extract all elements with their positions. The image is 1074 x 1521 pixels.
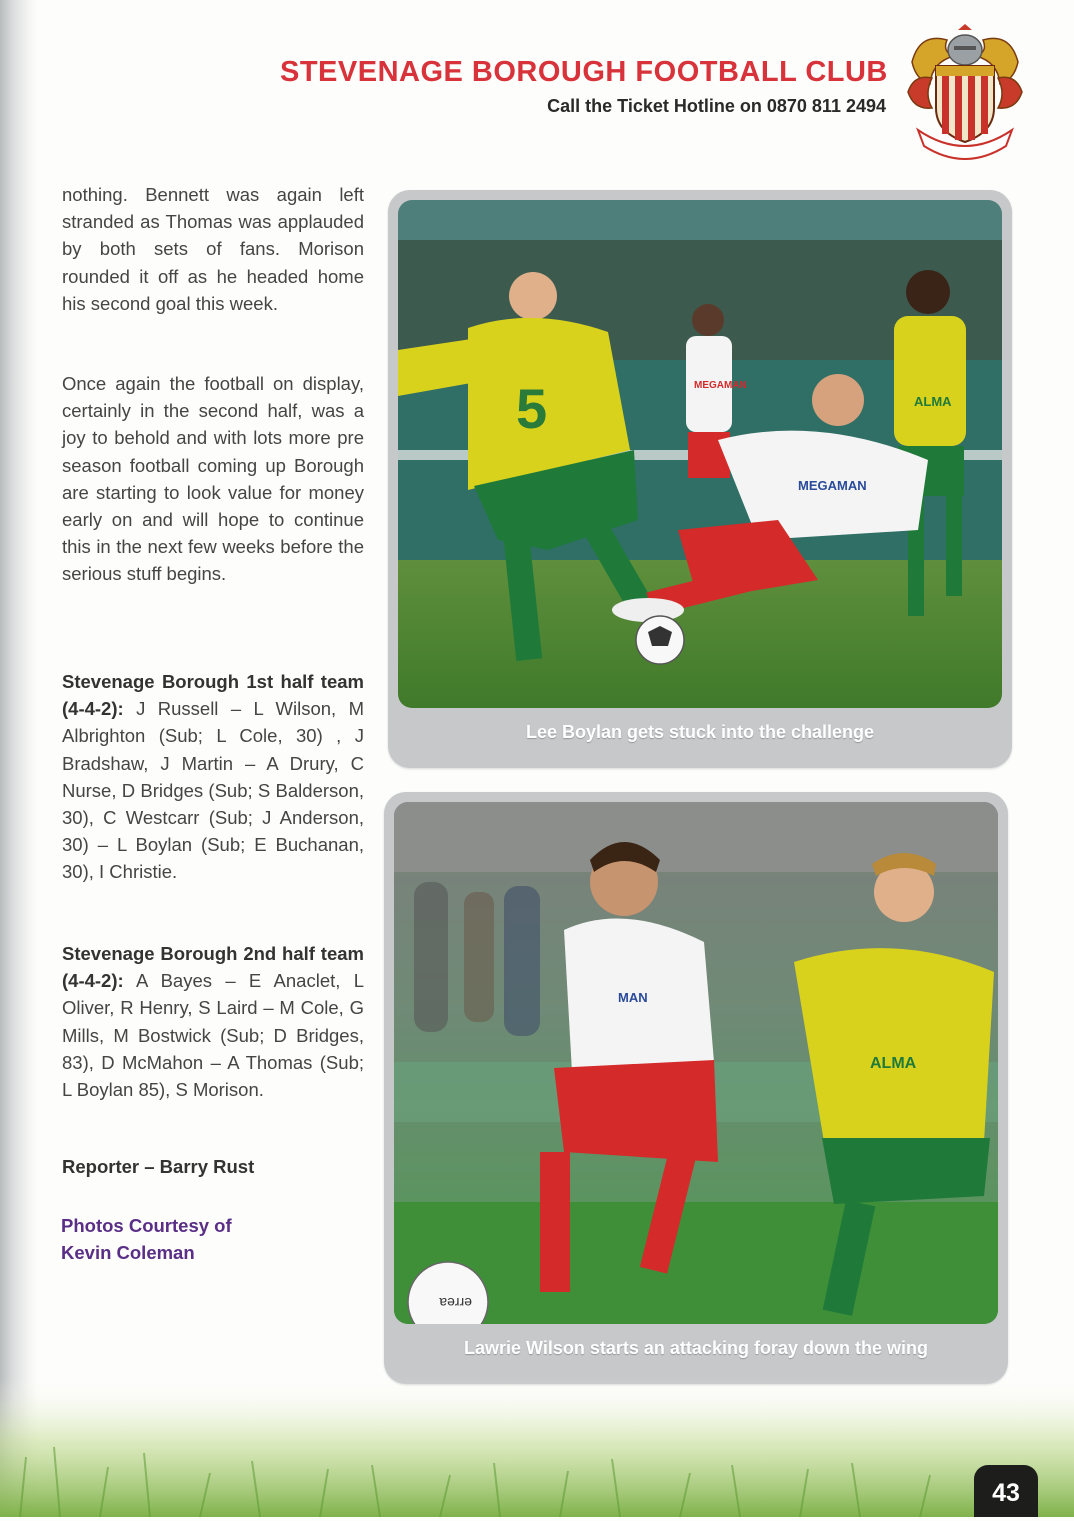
match-photo-2	[394, 802, 998, 1324]
photo-credit-line-1: Photos Courtesy of	[61, 1215, 232, 1236]
crest-helm	[948, 24, 982, 65]
second-half-team-list: A Bayes – E Anaclet, L Oliver, R Henry, S Laird – M Cole, G Mills, M Bostwick (Sub; D Bridges, 83), D McMahon – A Thomas (Sub; L Boylan 85), S Morison.	[62, 970, 364, 1101]
photo-frame-1	[388, 190, 1012, 768]
first-half-team	[62, 668, 364, 886]
article-paragraph-1	[62, 181, 364, 317]
svg-text:MAN: MAN	[618, 990, 648, 1005]
second-half-team	[62, 940, 364, 1103]
svg-text:MEGAMAN: MEGAMAN	[798, 478, 867, 493]
photo-2-caption: Lawrie Wilson starts an attacking foray down the wing	[464, 1338, 928, 1358]
paragraph-text: Once again the football on display, certainly in the second half, was a joy to behold and with lots more pre season football coming up Borough are starting to look value for money early on and will hope to continue this in the next few weeks before the serious stuff begins.	[62, 373, 364, 585]
photo-credit-line-2: Kevin Coleman	[61, 1242, 195, 1263]
ticket-hotline: Call the Ticket Hotline on 0870 811 2494	[547, 96, 886, 116]
first-half-team-heading: Stevenage Borough 1st half team (4-4-2):	[62, 671, 364, 720]
second-half-team-heading: Stevenage Borough 2nd half team (4-4-2):	[62, 943, 364, 992]
reporter-credit: Reporter – Barry Rust	[62, 1156, 255, 1177]
article-paragraph-2	[62, 370, 364, 588]
blurred-spectators	[414, 882, 540, 1036]
crest-shield	[936, 66, 994, 142]
svg-text:MEGAMAN: MEGAMAN	[694, 380, 747, 391]
football	[636, 616, 684, 664]
photo-1-caption: Lee Boylan gets stuck into the challenge	[525, 722, 875, 742]
shirt-number: 5	[516, 377, 548, 440]
photo-credit	[61, 1212, 321, 1266]
club-crest-logo	[902, 22, 1028, 160]
paragraph-text: nothing. Bennett was again left stranded as Thomas was applauded by both sets of fans. Morison rounded it off as he headed home his second goal this week.	[62, 184, 364, 314]
grass-footer-decoration	[0, 1377, 1074, 1517]
svg-text:ALMA: ALMA	[914, 394, 952, 409]
page-spine-shadow	[0, 0, 38, 1517]
svg-text:ALMA: ALMA	[870, 1055, 917, 1072]
photo-frame-2	[384, 792, 1008, 1384]
svg-text:errea: errea	[439, 1295, 472, 1311]
photo-1-illustration	[398, 200, 1002, 708]
club-title: STEVENAGE BOROUGH FOOTBALL CLUB	[280, 56, 888, 88]
photo-2-illustration	[394, 802, 998, 1324]
page-number: 43	[974, 1465, 1038, 1517]
match-photo-1	[398, 200, 1002, 708]
first-half-team-list: J Russell – L Wilson, M Albrighton (Sub; L Cole, 30) , J Bradshaw, J Martin – A Drury, C Nurse, D Bridges (Sub; S Balderson, 30), C Westcarr (Sub; J Anderson, 30) – L Boylan (Sub; E Buchanan, 30), I Christie.	[62, 698, 365, 883]
